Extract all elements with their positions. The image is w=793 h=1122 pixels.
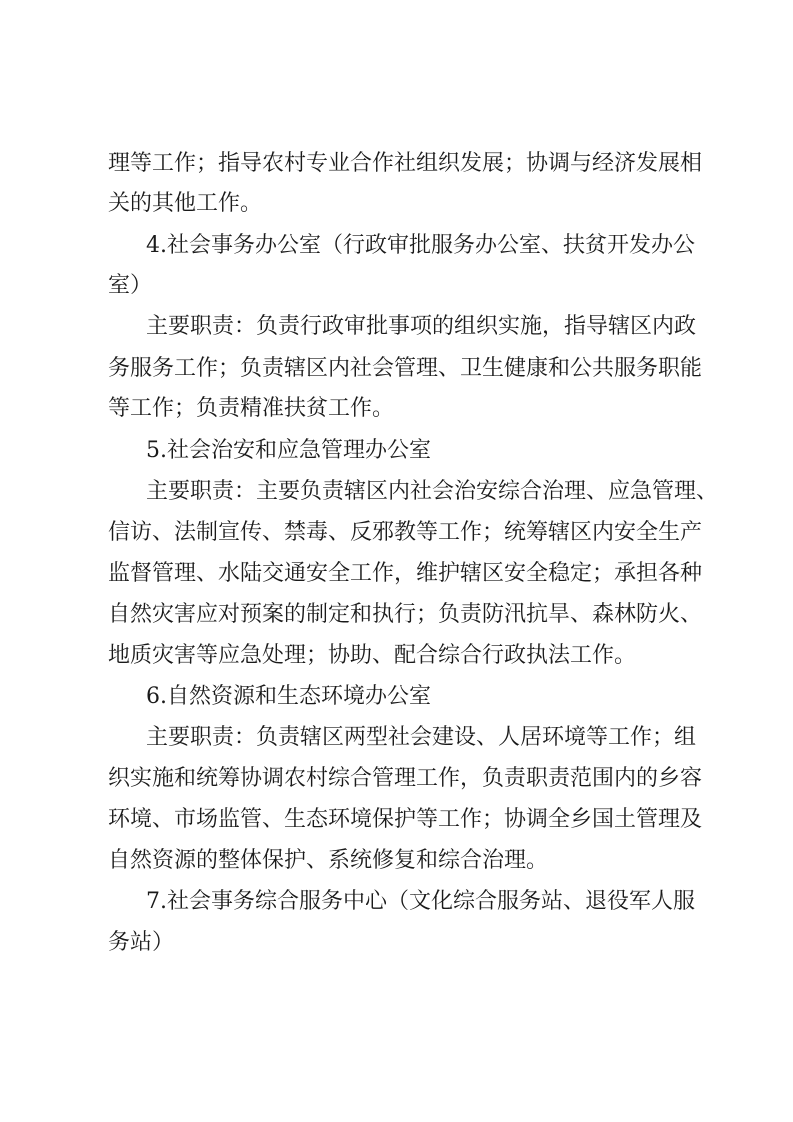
section-heading-4: 4.社会事务办公室（行政审批服务办公室、扶贫开发办公 (146, 233, 695, 258)
text-line: 织实施和统筹协调农村综合管理工作，负责职责范围内的乡容 (108, 766, 703, 791)
text-line: 主要职责：负责行政审批事项的组织实施，指导辖区内政 (146, 314, 697, 339)
section-heading-4-cont: 室） (108, 273, 153, 298)
text-line: 监督管理、水陆交通安全工作，维护辖区安全稳定；承担各种 (108, 561, 703, 586)
text-line: 自然资源的整体保护、系统修复和综合治理。 (108, 848, 549, 873)
section-heading-7: 7.社会事务综合服务中心（文化综合服务站、退役军人服 (146, 889, 695, 914)
section-heading-7-cont: 务站） (108, 930, 175, 955)
text-line: 关的其他工作。 (108, 191, 263, 216)
section-heading-5: 5.社会治安和应急管理办公室 (146, 438, 431, 463)
text-line: 理等工作；指导农村专业合作社组织发展；协调与经济发展相 (108, 151, 703, 176)
section-heading-6: 6.自然资源和生态环境办公室 (146, 684, 431, 709)
text-line: 务服务工作；负责辖区内社会管理、卫生健康和公共服务职能 (108, 356, 703, 381)
text-line: 自然灾害应对预案的制定和执行；负责防汛抗旱、森林防火、 (108, 602, 703, 627)
text-line: 信访、法制宣传、禁毒、反邪教等工作；统筹辖区内安全生产 (108, 520, 703, 545)
text-line: 地质灾害等应急处理；协助、配合综合行政执法工作。 (108, 643, 637, 668)
text-line: 主要职责：主要负责辖区内社会治安综合治理、应急管理、 (146, 479, 719, 504)
text-line: 环境、市场监管、生态环境保护等工作；协调全乡国土管理及 (108, 807, 703, 832)
text-line: 等工作；负责精准扶贫工作。 (108, 396, 395, 421)
text-line: 主要职责：负责辖区两型社会建设、人居环境等工作；组 (146, 725, 697, 750)
